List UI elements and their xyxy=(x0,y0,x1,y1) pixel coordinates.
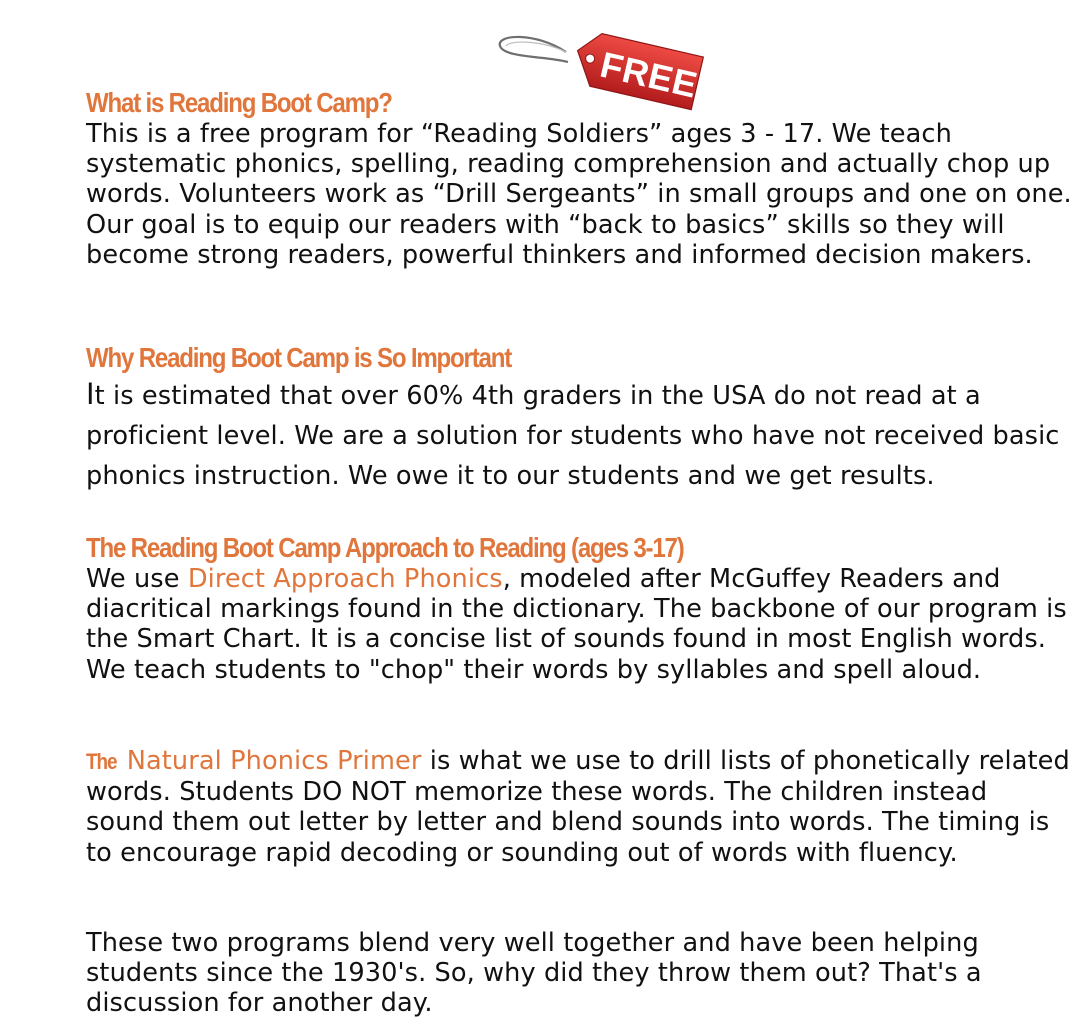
section-heading: Why Reading Boot Camp is So Important xyxy=(86,342,512,373)
inline-the-label: The xyxy=(86,749,117,774)
section-body-text: t is estimated that over 60% 4th graders in the USA do not read at a proficient level. We are a solution for students who have not received basic phonics instruction. We owe it to our students and we get results. xyxy=(86,381,1060,491)
natural-phonics-primer-link[interactable]: Natural Phonics Primer xyxy=(126,746,422,776)
direct-approach-phonics-link[interactable]: Direct Approach Phonics xyxy=(187,564,503,594)
section-body xyxy=(86,374,1072,496)
section-body: This is a free program for “Reading Soldiers” ages 3 - 17. We teach systematic phonics, spelling, reading comprehension and actually chop up words. Volunteers work as “Drill Sergeants” in small groups and one on one. Our goal is to equip our readers with “back to basics” skills so they will become strong readers, powerful thinkers and informed decision makers. xyxy=(86,119,1072,270)
section-closing xyxy=(86,928,1072,1019)
section-body xyxy=(86,746,1072,868)
body-suffix: , modeled after McGuffey Readers and diacritical markings found in the dictionary. The backbone of our program is the Smart Chart. It is a concise list of sounds found in most English words. We teach students to "chop" their words by syllables and spell aloud. xyxy=(86,564,1067,685)
drop-letter: I xyxy=(86,377,95,411)
free-tag-label: FREE xyxy=(596,43,702,106)
section-primer xyxy=(86,746,1072,868)
section-heading: The Reading Boot Camp Approach to Reading (ages 3-17) xyxy=(86,532,684,563)
section-why-important xyxy=(86,342,1072,496)
section-heading: What is Reading Boot Camp? xyxy=(86,87,392,118)
section-body: These two programs blend very well together and have been helping students since the 1930's. So, why did they throw them out? That's a discussion for another day. xyxy=(86,928,982,1019)
section-body xyxy=(86,564,1072,685)
section-approach xyxy=(86,532,1072,685)
body-prefix: We use xyxy=(86,564,188,594)
section-what-is xyxy=(86,87,1072,270)
body-suffix: is what we use to drill lists of phonetically related words. Students DO NOT memorize these words. The children instead sound them out letter by letter and blend sounds into words. The timing is to encourage rapid decoding or sounding out of words with fluency. xyxy=(86,746,1070,868)
